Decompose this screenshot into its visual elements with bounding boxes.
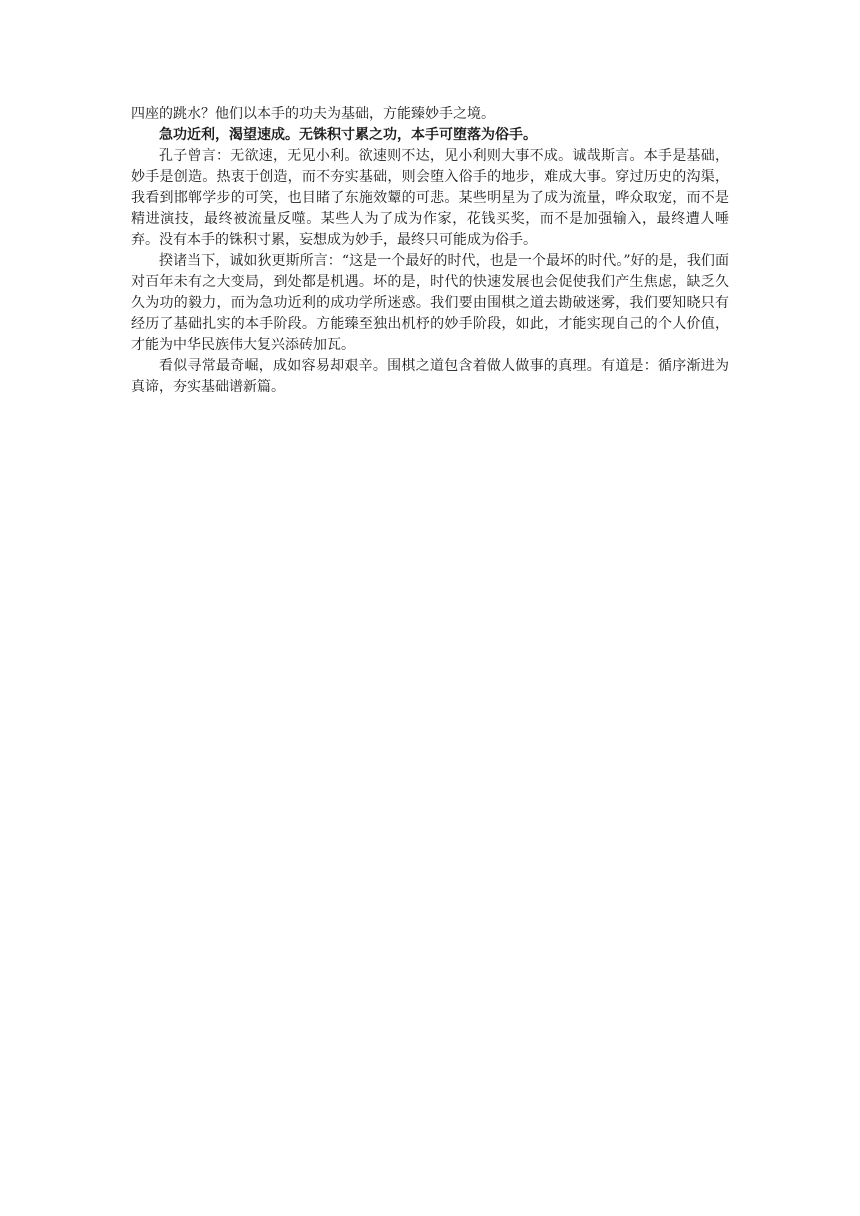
paragraph-continuation: 四座的跳水？他们以本手的功夫为基础，方能臻妙手之境。 bbox=[131, 106, 495, 122]
paragraph-confucius: 孔子曾言：无欲速，无见小利。欲速则不达，见小利则大事不成。诚哉斯言。本手是基础，妙手是创造。热衷于创造，而不夯实基础，则会堕入俗手的地步，难成大事。穿过历史的沟渠，我看到邯郸学步的可笑，也目睹了东施效颦的可悲。某些明星为了成为流量，哗众取宠，而不是精进演技，最终被流量反噬。某些人为了成为作家，花钱买奖，而不是加强输入，最终遭人唾弃。没有本手的铢积寸累，妄想成为妙手，最终只可能成为俗手。 bbox=[131, 148, 729, 248]
paragraph-bold-thesis: 急功近利，渴望速成。无铢积寸累之功，本手可堕落为俗手。 bbox=[159, 127, 537, 143]
paragraph-conclusion: 看似寻常最奇崛，成如容易却艰辛。围棋之道包含着做人做事的真理。有道是：循序渐进为真谛，夯实基础谱新篇。 bbox=[131, 358, 729, 395]
document-body bbox=[131, 104, 729, 398]
paragraph-dickens: 揆诸当下，诚如狄更斯所言：“这是一个最好的时代，也是一个最坏的时代。”好的是，我们面对百年未有之大变局，到处都是机遇。坏的是，时代的快速发展也会促使我们产生焦虑，缺乏久久为功的毅力，而为急功近利的成功学所迷惑。我们要由围棋之道去勘破迷雾，我们要知晓只有经历了基础扎实的本手阶段。方能臻至独出机杼的妙手阶段，如此，才能实现自己的个人价值，才能为中华民族伟大复兴添砖加瓦。 bbox=[131, 253, 729, 353]
